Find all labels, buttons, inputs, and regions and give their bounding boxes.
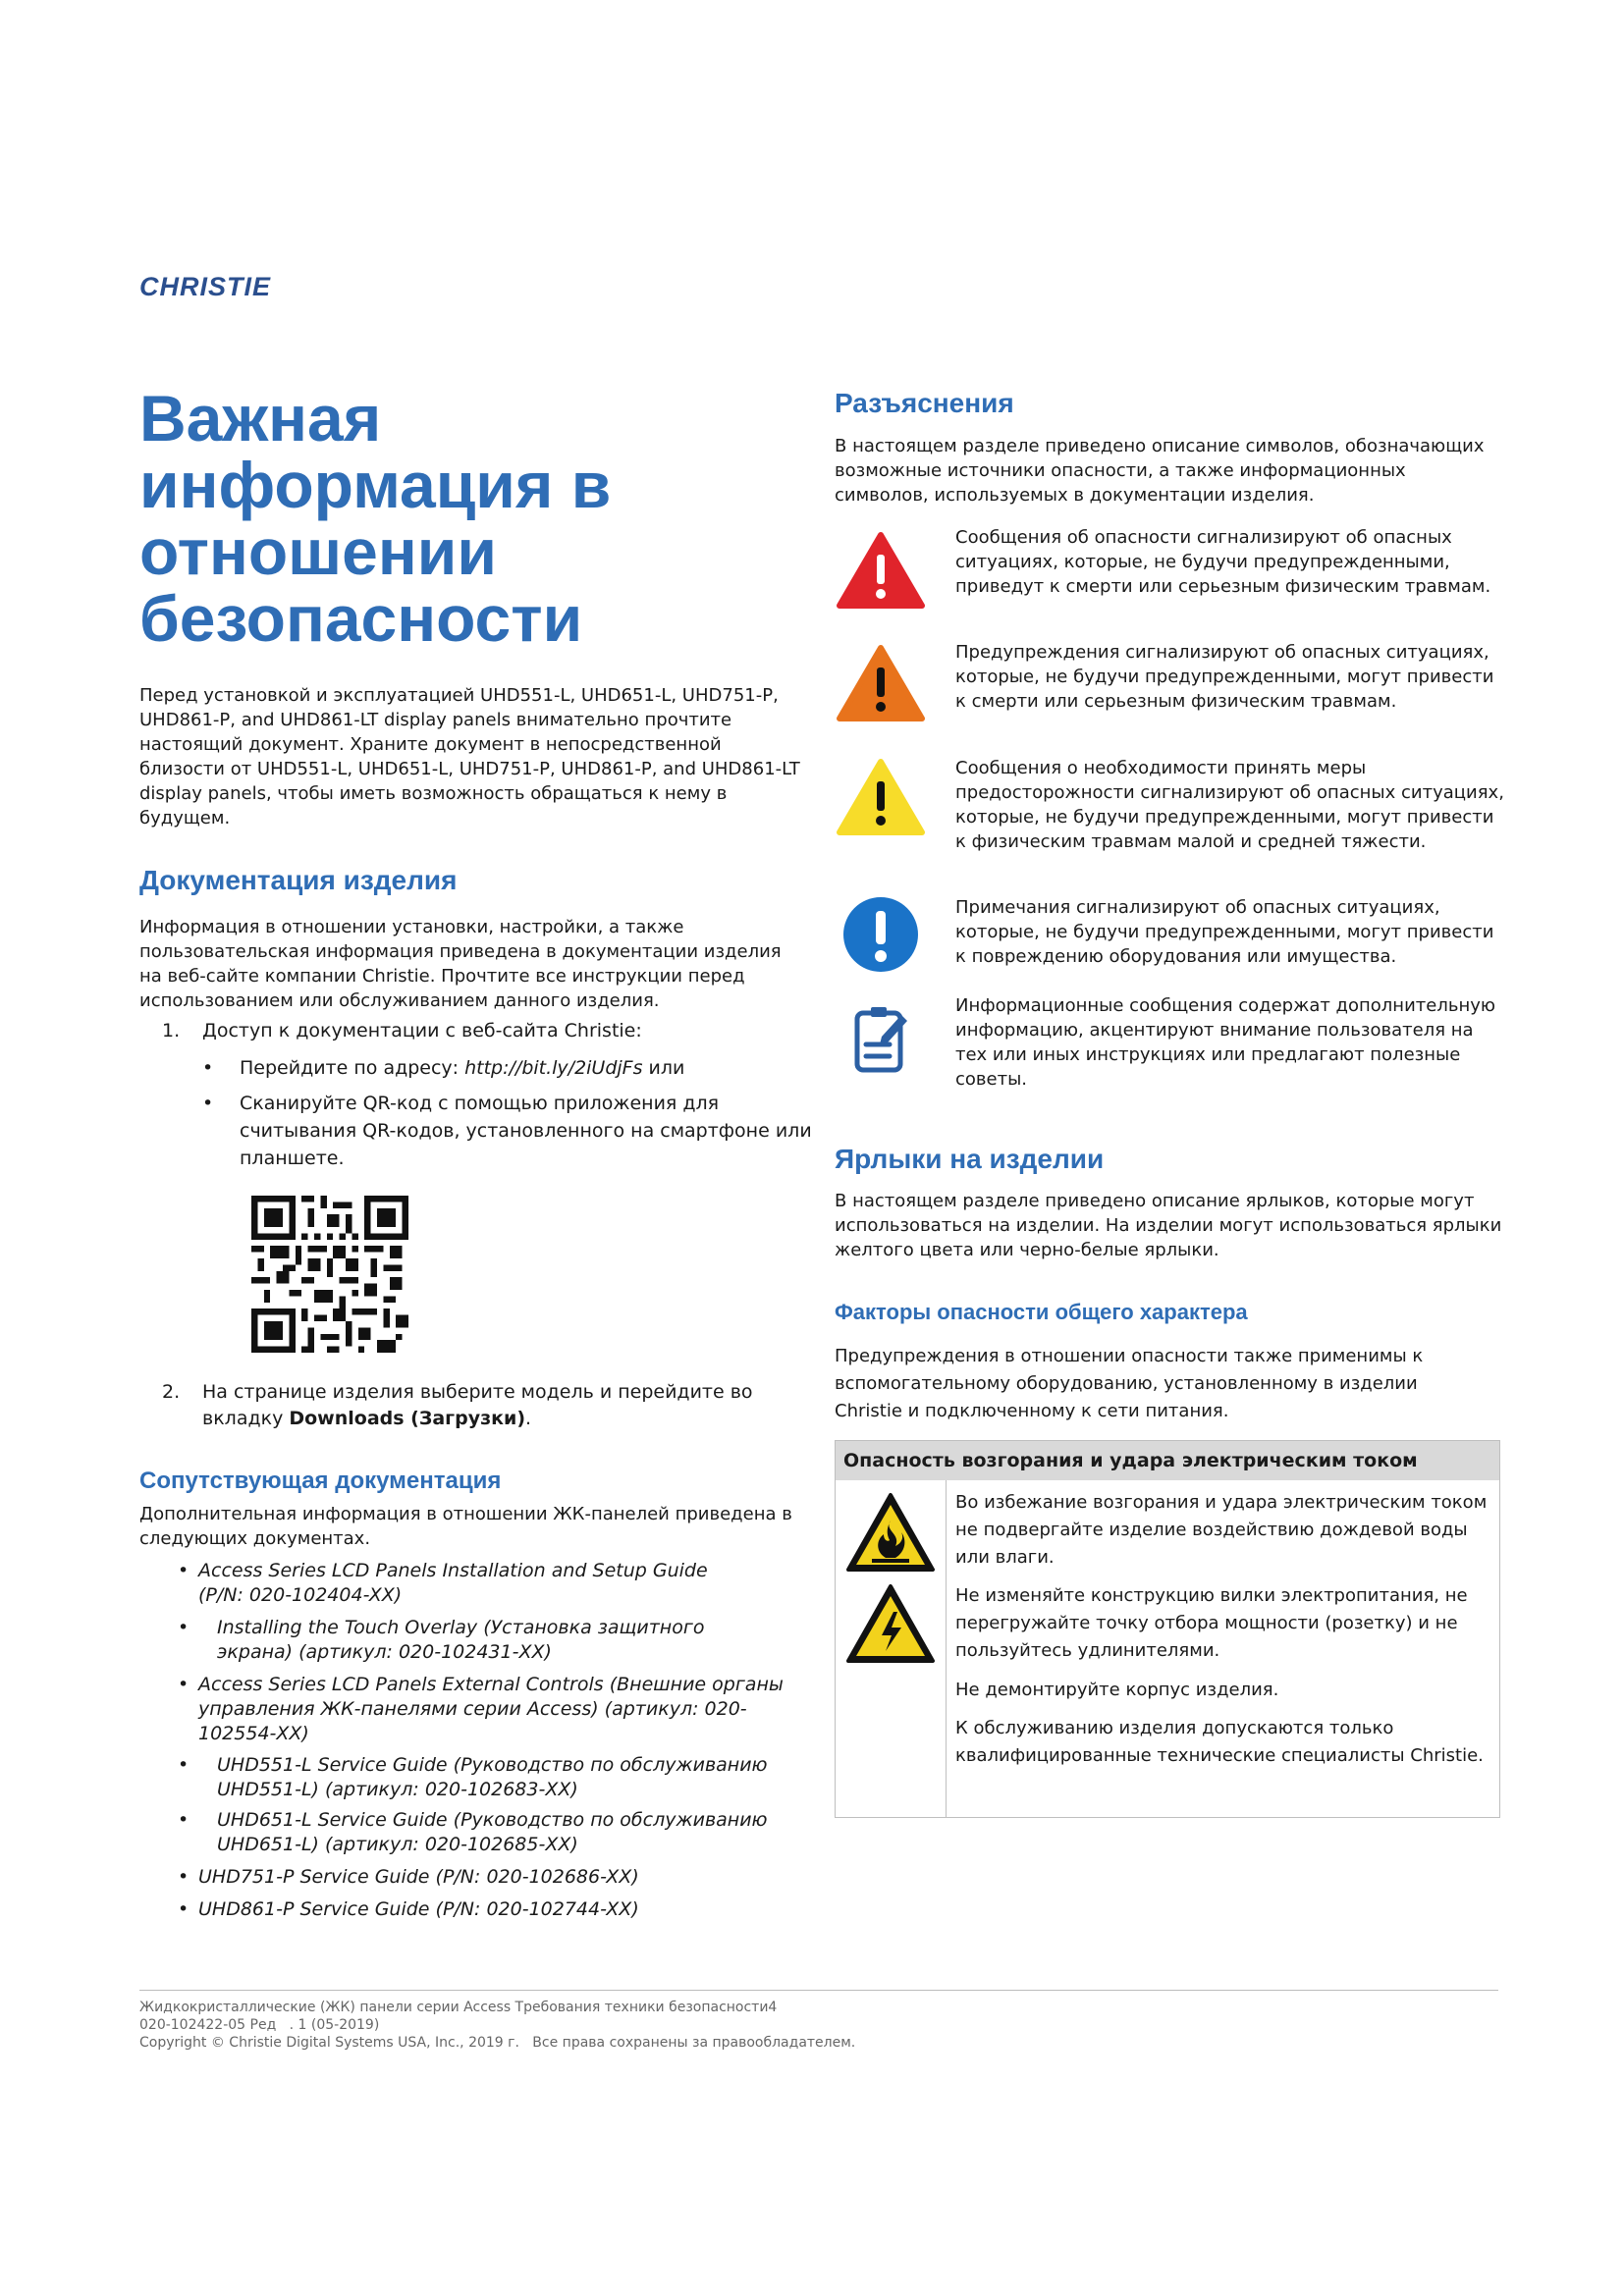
step-2-text: [202, 1379, 772, 1432]
warning-description: Предупреждения сигнализируют об опасных ситуациях, которые, не будучи предупрежденными, могут привести к смерти или серьезным физическим травмам.: [955, 642, 1494, 712]
notice-description: Примечания сигнализируют об опасных ситуациях, которые, не будучи предупрежденными, могут привести к повреждению оборудования или имущества.: [955, 897, 1494, 967]
step-2-prefix: На странице изделия выберите модель и перейдите во вкладку: [202, 1381, 753, 1429]
general-hazards-heading: Факторы опасности общего характера: [835, 1300, 1248, 1324]
bullet-dot: •: [178, 1617, 189, 1638]
bullet-dot: •: [178, 1898, 189, 1920]
christie-logo: CHRISTIE: [139, 272, 272, 301]
bullet-dot: •: [202, 1093, 214, 1114]
hazard-text-plug: Не изменяйте конструкцию вилки электропитания, не перегружайте точку отбора мощности (розетку) и не пользуйтесь удлинителями.: [955, 1585, 1468, 1661]
bullet-website-suffix: или: [642, 1057, 685, 1079]
table-divider: [946, 1480, 947, 1817]
qr-code: [251, 1196, 408, 1353]
caution-description: Сообщения о необходимости принять меры предосторожности сигнализируют об опасных ситуациях, которые, не будучи предупрежденными, могут привести к физическим травмам малой и средней тяжести.: [955, 758, 1504, 852]
related-doc-text: UHD751-P Service Guide (P/N: 020-102686-XX): [198, 1866, 639, 1888]
caution-icon: [837, 758, 925, 836]
intro-paragraph: Перед установкой и эксплуатацией UHD551-L, UHD651-L, UHD751-P, UHD861-P, and UHD861-LT display panels внимательно прочтите настоящий документ. Храните документ в непосредственной близости от UHD551-L, UHD651-L, UHD751-P, UHD861-P, and UHD861-LT display panels, чтобы иметь возможность обращаться к нему в будущем.: [139, 685, 800, 828]
related-doc-text: UHD861-P Service Guide (P/N: 020-102744-XX): [198, 1898, 639, 1920]
danger-description: Сообщения об опасности сигнализируют об опасных ситуациях, которые, не будучи предупрежденными, приведут к смерти или серьезным физическим травмам.: [955, 527, 1491, 597]
fire-hazard-icon: [844, 1491, 937, 1574]
bullet-dot: •: [178, 1674, 189, 1695]
footer-copyright: Copyright © Christie Digital Systems USA, Inc., 2019 г. Все права сохранены за правообладателем.: [139, 2035, 856, 2051]
explanations-body: В настоящем разделе приведено описание символов, обозначающих возможные источники опасности, а также информационных символов, используемых в документации изделия.: [835, 436, 1485, 506]
step-1-text: Доступ к документации с веб-сайта Christie:: [202, 1020, 642, 1041]
step-2-number: 2.: [162, 1381, 181, 1403]
step-1: [162, 1020, 642, 1041]
related-docs-body: Дополнительная информация в отношении ЖК-панелей приведена в следующих документах.: [139, 1504, 792, 1549]
related-docs-heading: Сопутствующая документация: [139, 1468, 502, 1494]
bullet-dot: •: [178, 1560, 189, 1581]
footer-revision: 020-102422-05 Ред . 1 (05-2019): [139, 2017, 380, 2033]
bullet-website-text: [240, 1054, 829, 1082]
explanations-heading: Разъяснения: [835, 388, 1014, 418]
related-doc-text: Installing the Touch Overlay (Установка защитного экрана) (артикул: 020-102431-XX): [217, 1617, 705, 1663]
hazard-text-casing: Не демонтируйте корпус изделия.: [955, 1680, 1279, 1700]
product-docs-body: Информация в отношении установки, настройки, а также пользовательская информация приведена в документации изделия на веб-сайте компании Christie. Прочтите все инструкции перед использованием или обслуживанием данного изделия.: [139, 917, 782, 1011]
electric-shock-icon: [844, 1582, 937, 1665]
related-doc-text: Access Series LCD Panels External Controls (Внешние органы управления ЖК-панелями серии Access) (артикул: 020-102554-XX): [198, 1674, 784, 1744]
bullet-dot: •: [178, 1866, 189, 1888]
general-hazards-body: Предупреждения в отношении опасности также применимы к вспомогательному оборудованию, установленному в изделии Christie и подключенному к сети питания.: [835, 1346, 1424, 1421]
footer-divider: [139, 1990, 1498, 1991]
related-doc-text: UHD551-L Service Guide (Руководство по обслуживанию UHD551-L) (артикул: 020-102683-XX): [217, 1754, 768, 1800]
product-labels-heading: Ярлыки на изделии: [835, 1144, 1105, 1174]
bullet-qr-text: Сканируйте QR-код с помощью приложения для считывания QR-кодов, установленного на смартфоне или планшете.: [240, 1093, 812, 1169]
hazard-table-header: [836, 1441, 1499, 1480]
hazard-text-moisture: Во избежание возгорания и удара электрическим током не подвергайте изделие воздействию дождевой воды или влаги.: [955, 1492, 1488, 1568]
hazard-table-title: Опасность возгорания и удара электрическим током: [843, 1450, 1418, 1471]
step-2-suffix: .: [525, 1408, 532, 1429]
hazard-text-service: К обслуживанию изделия допускаются только квалифицированные технические специалисты Christie.: [955, 1718, 1484, 1766]
related-doc-text: Access Series LCD Panels Installation and Setup Guide (P/N: 020-102404-XX): [198, 1560, 708, 1606]
product-labels-body: В настоящем разделе приведено описание ярлыков, которые могут использоваться на изделии. На изделии могут использоваться ярлыки желтого цвета или черно-белые ярлыки.: [835, 1191, 1502, 1260]
related-doc-text: UHD651-L Service Guide (Руководство по обслуживанию UHD651-L) (артикул: 020-102685-XX): [217, 1809, 768, 1855]
info-note-description: Информационные сообщения содержат дополнительную информацию, акцентируют внимание пользователя на тех или иных инструкциях или предлагают полезные советы.: [955, 995, 1496, 1090]
bullet-dot: •: [178, 1754, 189, 1776]
step-1-number: 1.: [162, 1020, 181, 1041]
page-title: Важная информация в отношении безопасности: [139, 382, 612, 655]
notice-icon: [837, 895, 925, 974]
docs-link[interactable]: http://bit.ly/2iUdjFs: [464, 1057, 643, 1079]
bullet-dot: •: [202, 1057, 214, 1079]
footer-doc-title: Жидкокристаллические (ЖК) панели серии Access Требования техники безопасности4: [139, 2000, 778, 2015]
danger-icon: [837, 531, 925, 610]
downloads-tab-name: Downloads (Загрузки): [289, 1408, 526, 1429]
info-note-icon: [837, 1001, 925, 1080]
warning-icon: [837, 644, 925, 722]
bullet-website-prefix: Перейдите по адресу:: [240, 1057, 465, 1079]
bullet-dot: •: [178, 1809, 189, 1831]
product-docs-heading: Документация изделия: [139, 865, 458, 895]
hazard-table: [835, 1440, 1500, 1818]
